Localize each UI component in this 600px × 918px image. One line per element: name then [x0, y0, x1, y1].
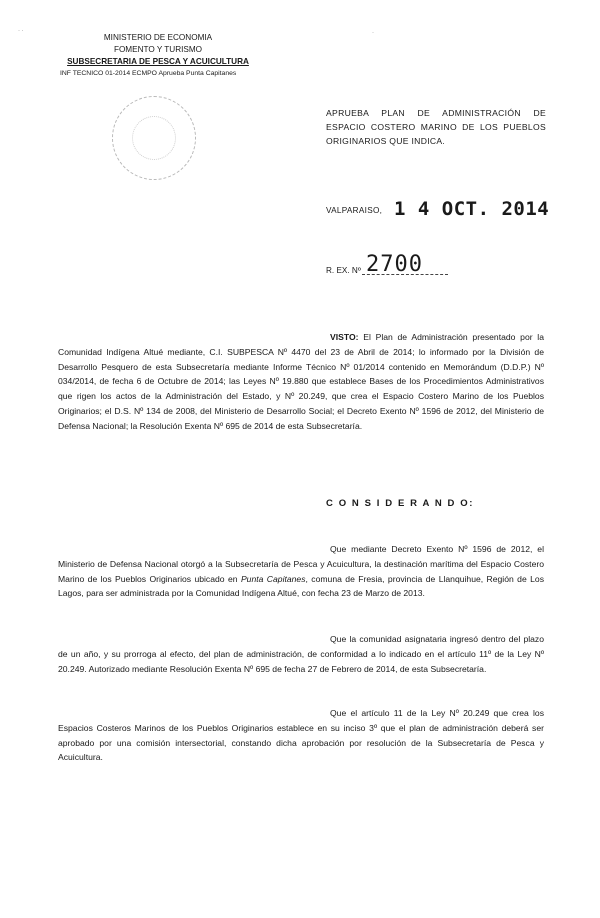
considerando-text: Que la comunidad asignataria ingresó dentro del plazo de un año, y su prorroga al efecto, del plan de administración, de conformidad a lo indicado en el artículo 11º de la Ley Nº 20.249. Autorizado mediante Resolución Exenta Nº 695 de fecha 27 de Febrero de 2014, de esta Subsecretaría.: [58, 634, 544, 674]
considerando-paragraph-1: [58, 542, 544, 601]
considerando-text: Que mediante Decreto Exento Nº 1596 de 2012, el Ministerio de Defensa Nacional otorgó a la Subsecretaría de Pesca y Acuicultura, la destinación marítima del Espacio Costero Marino de los Pueblos Originarios ubicado en: [58, 544, 544, 584]
visto-text: El Plan de Administración presentado por la Comunidad Indígena Altué mediante, C.I. SUBPESCA Nº 4470 del 23 de Abril de 2014; lo informado por la División de Desarrollo Pesquero de esta Subsecretaría mediante Informe Técnico Nº 01/2014 contenido en Memorándum (D.D.P.) Nº 034/2014, de fecha 6 de Octubre de 2014; las Leyes Nº 19.880 que establece Bases de los Procedimientos Administrativos que rigen los actos de la Administración del Estado, y Nº 20.249, que crea el Espacio Costero Marino de los Pueblos Originarios; el D.S. Nº 134 de 2008, del Ministerio de Desarrollo Social; el Decreto Exento Nº 1596 de 2012, del Ministerio de Defensa Nacional; la Resolución Exenta Nº 695 de 2014 de esta Subsecretaría.: [58, 332, 544, 431]
file-reference: INF TECNICO 01-2014 ECMPO Aprueba Punta Capitanes: [60, 70, 237, 77]
letterhead: [58, 32, 258, 80]
resolution-number: 2700: [366, 252, 423, 277]
visto-paragraph: [58, 330, 544, 434]
place-name-emphasis: Punta Capitanes: [240, 573, 306, 584]
visto-label: VISTO:: [330, 332, 359, 342]
resolution-subject: APRUEBA PLAN DE ADMINISTRACIÓN DE ESPACIO COSTERO MARINO DE LOS PUEBLOS ORIGINARIOS QUE INDICA.: [326, 108, 546, 146]
considerando-text: , comuna de Fresia, provincia de Llanquihue, Región de Los Lagos, para ser administrada por la Comunidad Indígena Altué, con fecha 23 de Marzo de 2013.: [58, 573, 545, 599]
ministry-name: MINISTERIO DE ECONOMIA: [103, 33, 213, 42]
faint-seal-stamp-inner: [132, 116, 176, 160]
scan-speck: · ·: [18, 28, 24, 34]
considerando-heading: C O N S I D E R A N D O:: [326, 498, 475, 509]
considerando-paragraph-3: [58, 706, 544, 765]
considerando-paragraph-2: [58, 632, 544, 676]
place-label: VALPARAISO,: [326, 206, 383, 215]
issue-date-stamp: 1 4 OCT. 2014: [394, 198, 550, 220]
resolution-number-label: R. EX. Nº: [326, 266, 361, 275]
scan-speck: ·: [372, 30, 374, 36]
resolution-number-underline: [362, 274, 448, 275]
subsecretaria-name: SUBSECRETARIA DE PESCA Y ACUICULTURA: [67, 57, 249, 66]
considerando-text: Que el artículo 11 de la Ley Nº 20.249 que crea los Espacios Costeros Marinos de los Pueblos Originarios establece en su inciso 3º que el plan de administración deberá ser aprobado por una comisión intersectorial, constando dicha aprobación por resolución de la Subsecretaría de Pesca y Acuicultura.: [58, 708, 544, 763]
ministry-subtitle: FOMENTO Y TURISMO: [113, 45, 203, 54]
